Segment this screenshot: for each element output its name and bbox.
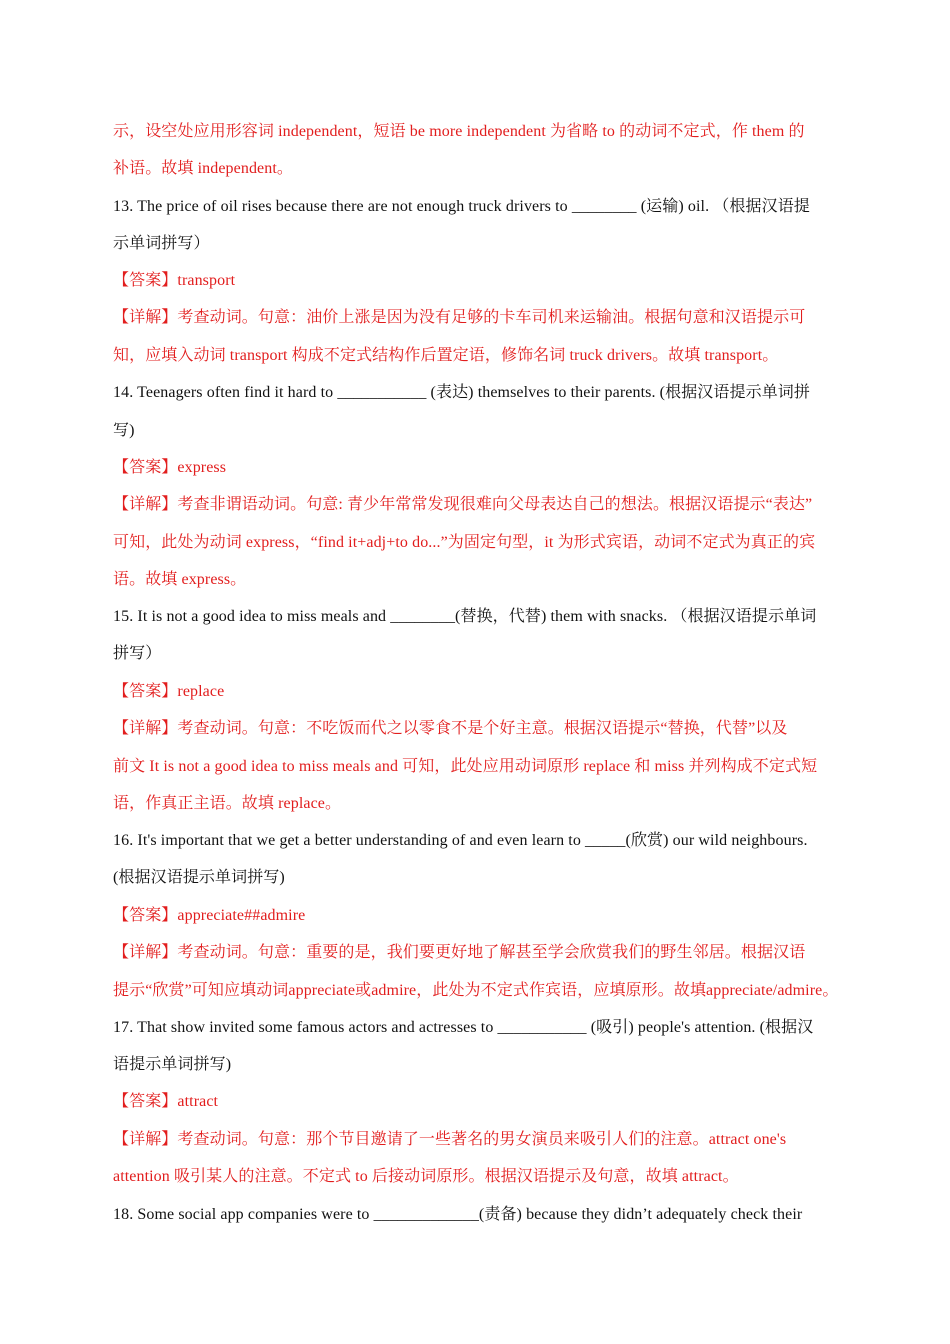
answer-16: 【答案】appreciate##admire	[113, 907, 306, 924]
text-line: 提示“欣赏”可知应填动词appreciate或admire，此处为不定式作宾语，应填原形。故填appreciate/admire。	[113, 982, 839, 999]
text-line: attention 吸引某人的注意。不定式 to 后接动词原形。根据汉语提示及句意，故填 attract。	[113, 1168, 739, 1185]
text-line: 前文 It is not a good idea to miss meals and 可知，此处应用动词原形 replace 和 miss 并列构成不定式短	[113, 758, 818, 775]
answer-13: 【答案】transport	[113, 272, 236, 289]
text-line: 语，作真正主语。故填 replace。	[113, 795, 342, 812]
explanation-16: 【详解】考查动词。句意：重要的是，我们要更好地了解甚至学会欣赏我们的野生邻居。根据汉语	[113, 944, 806, 961]
answer-15: 【答案】replace	[113, 683, 225, 700]
explanation-13: 【详解】考查动词。句意：油价上涨是因为没有足够的卡车司机来运输油。根据句意和汉语提示可	[113, 309, 806, 326]
text-line: 补语。故填 independent。	[113, 160, 293, 177]
question-18: 18. Some social app companies were to _____________(责备) because they didn’t adequately check their	[113, 1206, 803, 1223]
answer-14: 【答案】express	[113, 459, 227, 476]
question-14: 14. Teenagers often find it hard to ___________ (表达) themselves to their parents. (根据汉语提示单词拼	[113, 384, 810, 401]
question-15: 15. It is not a good idea to miss meals and ________(替换，代替) them with snacks. （根据汉语提示单词	[113, 608, 817, 625]
text-line: 写)	[113, 422, 135, 439]
text-line: 语。故填 express。	[113, 571, 247, 588]
question-16: 16. It's important that we get a better understanding of and even learn to _____(欣赏) our wild neighbours.	[113, 832, 808, 849]
text-line: 语提示单词拼写)	[113, 1056, 232, 1073]
answer-17: 【答案】attract	[113, 1093, 219, 1110]
question-17: 17. That show invited some famous actors and actresses to ___________ (吸引) people's attention. (根据汉	[113, 1019, 814, 1036]
text-line: 可知，此处为动词 express，“find it+adj+to do...”为固定句型，it 为形式宾语，动词不定式为真正的宾	[113, 534, 816, 551]
text-line: 知，应填入动词 transport 构成不定式结构作后置定语，修饰名词 truck drivers。故填 transport。	[113, 347, 779, 364]
text-line: 示单词拼写）	[113, 235, 210, 252]
question-13: 13. The price of oil rises because there are not enough truck drivers to ________ (运输) oil. （根据汉语提	[113, 198, 810, 215]
text-line: (根据汉语提示单词拼写)	[113, 869, 285, 886]
text-line: 拼写）	[113, 645, 162, 662]
explanation-17: 【详解】考查动词。句意：那个节目邀请了一些著名的男女演员来吸引人们的注意。attract one's	[113, 1131, 787, 1148]
explanation-14: 【详解】考查非谓语动词。句意: 青少年常常发现很难向父母表达自己的想法。根据汉语提示“表达”	[113, 496, 813, 513]
explanation-15: 【详解】考查动词。句意：不吃饭而代之以零食不是个好主意。根据汉语提示“替换，代替”以及	[113, 720, 788, 737]
text-line: 示，设空处应用形容词 independent，短语 be more independent 为省略 to 的动词不定式，作 them 的	[113, 123, 805, 140]
